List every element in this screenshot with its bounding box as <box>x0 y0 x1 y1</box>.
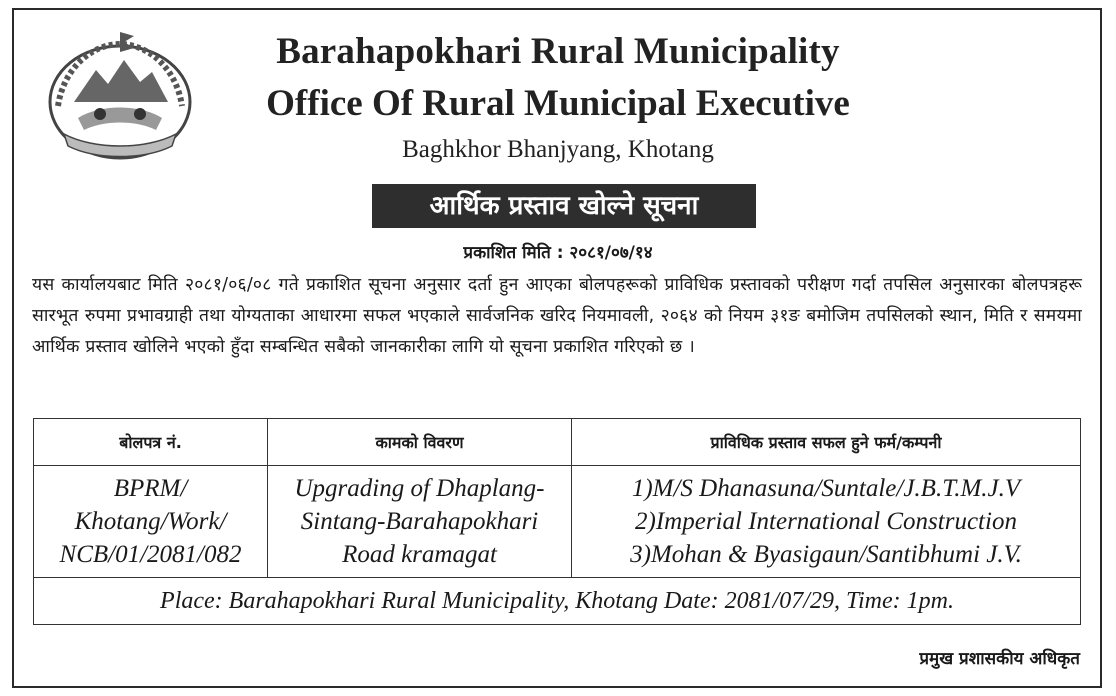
firm-line: 2)Imperial International Construction <box>635 508 1017 535</box>
office-address: Baghkhor Bhanjyang, Khotang <box>402 136 714 163</box>
table-row <box>34 578 1081 625</box>
notice-banner: आर्थिक प्रस्ताव खोल्ने सूचना <box>372 184 756 228</box>
firm-line: 3)Mohan & Byasigaun/Santibhumi J.V. <box>630 541 1022 568</box>
firms-cell <box>572 466 1081 578</box>
table-row <box>34 466 1081 578</box>
col-header-work: कामको विवरण <box>268 419 572 466</box>
signatory-title: प्रमुख प्रशासकीय अधिकृत <box>919 649 1080 669</box>
work-line: Road kramagat <box>342 541 497 568</box>
col-header-bid-no: बोलपत्र नं. <box>34 419 268 466</box>
municipality-title: Barahapokhari Rural Municipality <box>276 31 840 72</box>
bid-no-cell <box>34 466 268 578</box>
bid-no-line: NCB/01/2081/082 <box>59 541 242 568</box>
col-header-firms: प्राविधिक प्रस्ताव सफल हुने फर्म/कम्पनी <box>572 419 1081 466</box>
bid-table <box>33 418 1081 625</box>
published-date: प्रकाशित मिति : २०८१/०७/१४ <box>463 243 653 263</box>
work-cell <box>268 466 572 578</box>
bid-no-line: BPRM/ <box>113 475 188 502</box>
place-date-time: Place: Barahapokhari Rural Municipality, Khotang Date: 2081/07/29, Time: 1pm. <box>34 578 1081 625</box>
table-header-row <box>34 419 1081 466</box>
notice-body: यस कार्यालयबाट मिति २०८१/०६/०८ गते प्रकाशित सूचना अनुसार दर्ता हुन आएका बोलपहरूको प्राविधिक प्रस्तावको परीक्षण गर्दा तपसिल अनुसारका बोलपत्रहरू सारभूत रुपमा प्रभावग्राही तथा योग्यताका आधारमा सफल भएकाले सार्वजनिक खरिद नियमावली, २०६४ को नियम ३१ङ बमोजिम तपसिलको स्थान, मिति र समयमा आर्थिक प्रस्ताव खोलिने भएको हुँदा सम्बन्धित सबैको जानकारीका लागि यो सूचना प्रकाशित गरिएको छ । <box>32 275 1082 357</box>
office-title: Office Of Rural Municipal Executive <box>266 83 850 124</box>
firm-line: 1)M/S Dhanasuna/Suntale/J.B.T.M.J.V <box>631 475 1021 502</box>
work-line: Upgrading of Dhaplang- <box>294 475 545 502</box>
work-line: Sintang-Barahapokhari <box>300 508 539 535</box>
bid-no-line: Khotang/Work/ <box>74 508 227 535</box>
